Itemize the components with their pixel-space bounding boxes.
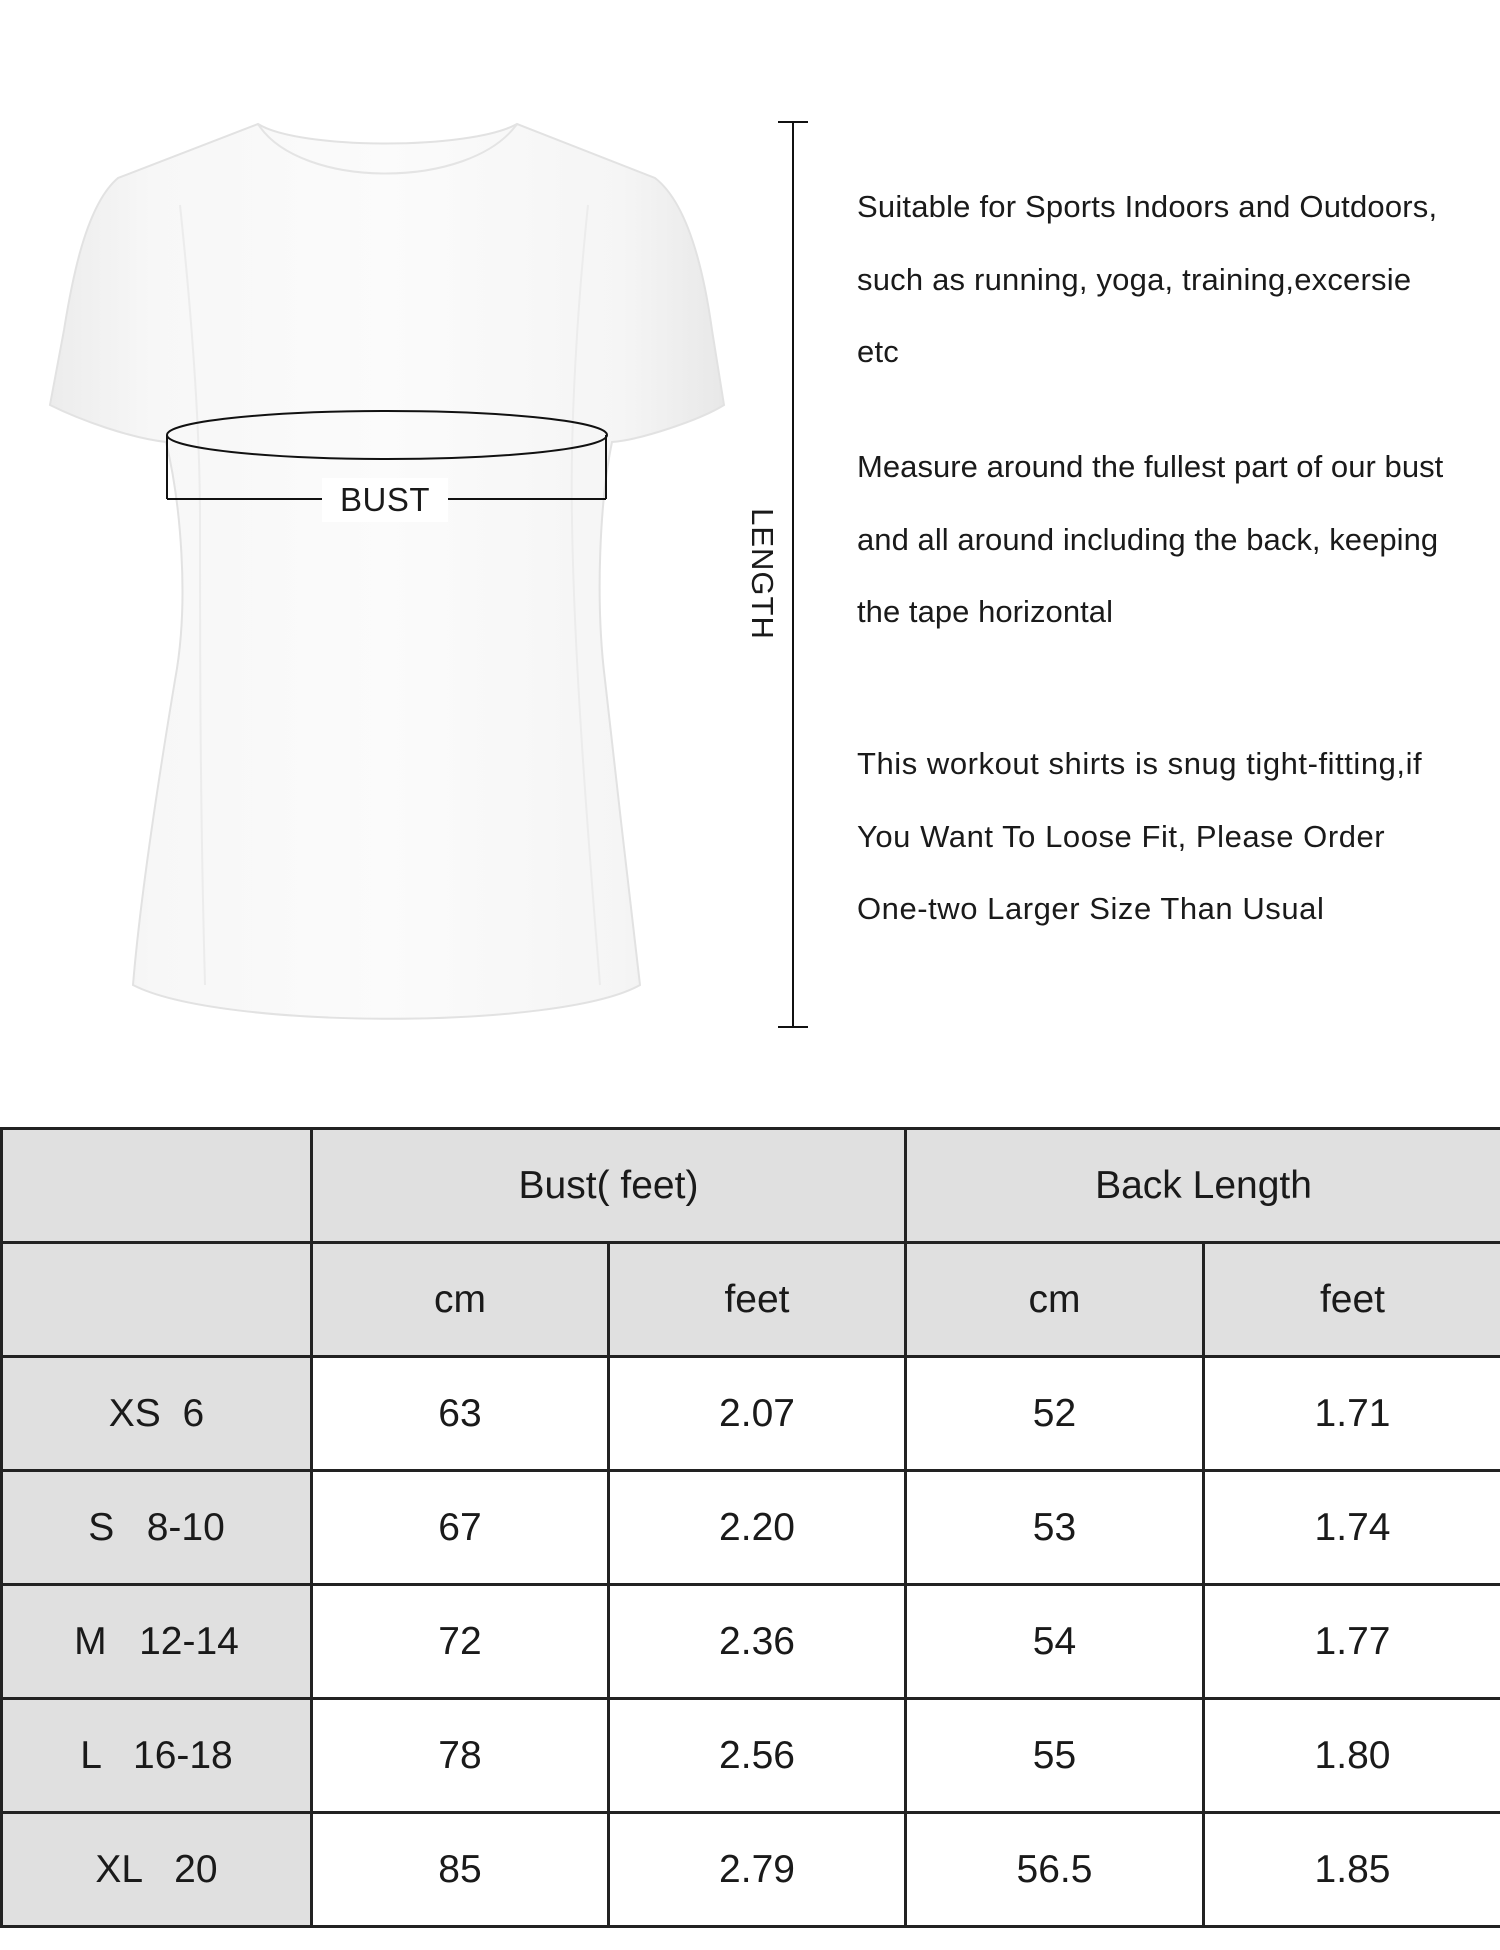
size-cell: S 8-10: [2, 1471, 312, 1585]
bust-feet-cell: 2.20: [609, 1471, 906, 1585]
length-cm-cell: 55: [906, 1699, 1204, 1813]
description-line: and all around including the back, keeping: [857, 521, 1439, 557]
length-feet-cell: 1.85: [1204, 1813, 1500, 1927]
table-row: [2, 1585, 1500, 1699]
description-line: Measure around the fullest part of our bust: [857, 449, 1444, 484]
description-line: etc: [857, 334, 899, 369]
description-sports: [857, 171, 1477, 389]
length-cm-cell: 56.5: [906, 1813, 1204, 1927]
table-corner-cell: [2, 1243, 312, 1357]
bust-feet-cell: 2.56: [609, 1699, 906, 1813]
size-cell: L 16-18: [2, 1699, 312, 1813]
tshirt-shape: [50, 124, 724, 1019]
size-chart-table: [0, 1127, 1500, 1928]
length-cm-cell: 53: [906, 1471, 1204, 1585]
table-group-header-row: [2, 1129, 1500, 1243]
table-corner-cell: [2, 1129, 312, 1243]
bust-group-header: Bust( feet): [312, 1129, 906, 1243]
length-feet-cell: 1.74: [1204, 1471, 1500, 1585]
bust-cm-cell: 63: [312, 1357, 609, 1471]
length-feet-cell: 1.77: [1204, 1585, 1500, 1699]
bust-cm-cell: 85: [312, 1813, 609, 1927]
table-row: [2, 1813, 1500, 1927]
table-row: [2, 1471, 1500, 1585]
length-feet-cell: 1.71: [1204, 1357, 1500, 1471]
description-fit: [857, 728, 1477, 946]
table-row: [2, 1357, 1500, 1471]
description-line: One-two Larger Size Than Usual: [857, 891, 1325, 926]
length-feet-cell: 1.80: [1204, 1699, 1500, 1813]
table-unit-header-row: [2, 1243, 1500, 1357]
description-line: the tape horizontal: [857, 594, 1114, 629]
unit-header: cm: [906, 1243, 1204, 1357]
description-line: This workout shirts is snug tight-fitting,if: [857, 746, 1423, 781]
description-line: Suitable for Sports Indoors and Outdoors,: [857, 189, 1438, 224]
bust-feet-cell: 2.07: [609, 1357, 906, 1471]
description-measure: [857, 431, 1477, 649]
bust-cm-cell: 78: [312, 1699, 609, 1813]
unit-header: feet: [609, 1243, 906, 1357]
length-cm-cell: 52: [906, 1357, 1204, 1471]
unit-header: feet: [1204, 1243, 1500, 1357]
bust-feet-cell: 2.79: [609, 1813, 906, 1927]
bust-cm-cell: 72: [312, 1585, 609, 1699]
length-cm-cell: 54: [906, 1585, 1204, 1699]
bust-label: BUST: [322, 478, 448, 522]
length-measure-guide: [778, 122, 808, 1027]
size-cell: XL 20: [2, 1813, 312, 1927]
description-line: such as running, yoga, training,excersie: [857, 261, 1412, 297]
bust-cm-cell: 67: [312, 1471, 609, 1585]
size-cell: XS 6: [2, 1357, 312, 1471]
length-label-text: LENGTH: [745, 508, 780, 640]
table-row: [2, 1699, 1500, 1813]
size-cell: M 12-14: [2, 1585, 312, 1699]
bust-feet-cell: 2.36: [609, 1585, 906, 1699]
description-line: You Want To Loose Fit, Please Order: [857, 818, 1386, 854]
back-length-group-header: Back Length: [906, 1129, 1500, 1243]
unit-header: cm: [312, 1243, 609, 1357]
